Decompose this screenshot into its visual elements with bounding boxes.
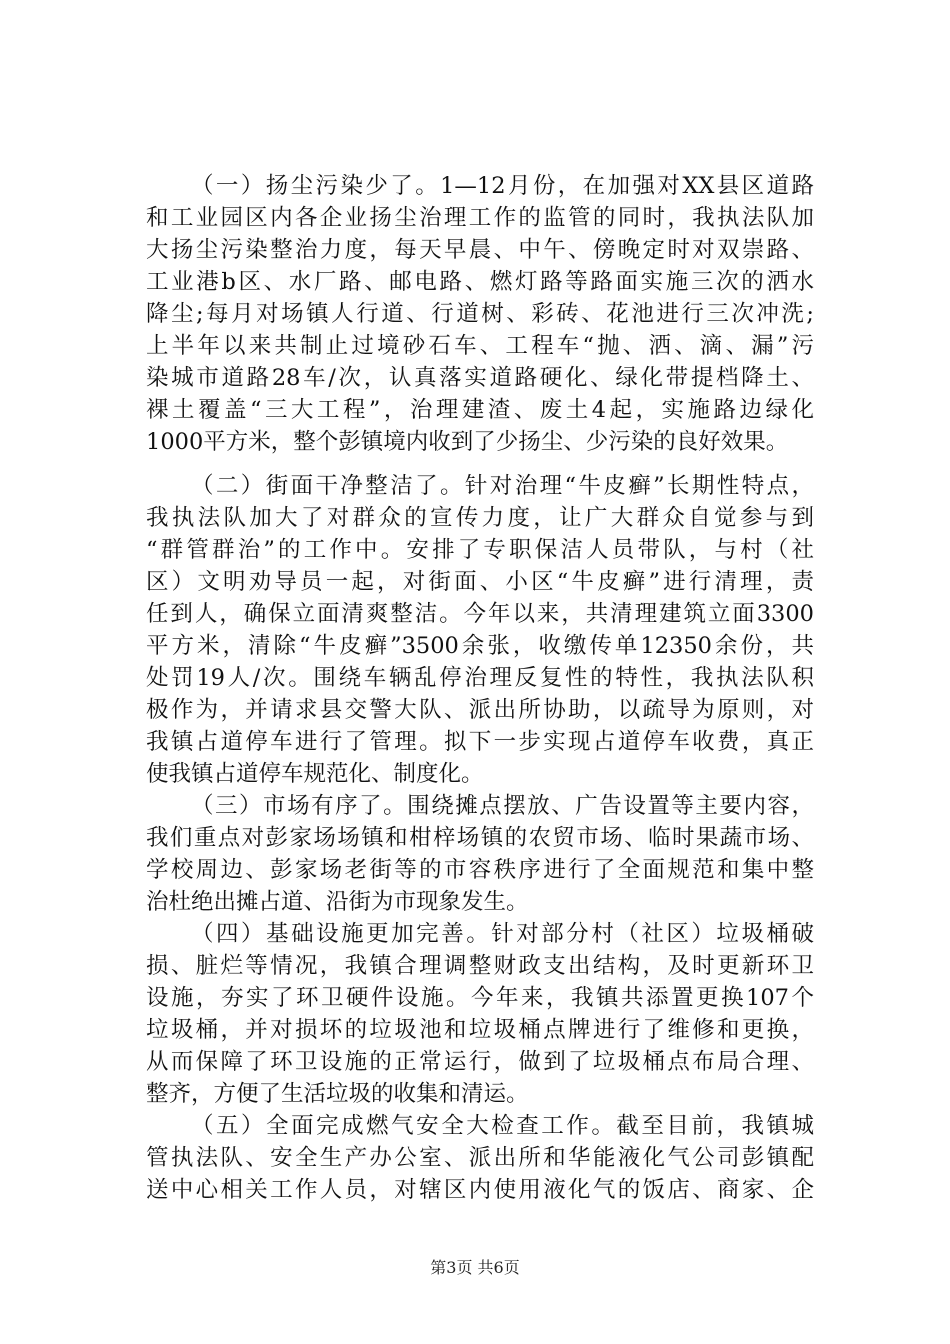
document-body: [146, 170, 814, 1206]
text-line: 和工业园区内各企业扬尘治理工作的监管的同时，我执法队加: [146, 205, 814, 231]
text-line: 极作为，并请求县交警大队、派出所协助，以疏导为原则，对: [146, 697, 814, 723]
text-line: 我们重点对彭家场场镇和柑梓场镇的农贸市场、临时果蔬市场、: [146, 825, 814, 851]
text-line: “群管群治”的工作中。安排了专职保洁人员带队，与村（社: [146, 537, 814, 563]
text-line: （三）市场有序了。围绕摊点摆放、广告设置等主要内容，: [191, 793, 814, 819]
text-line: 降尘;每月对场镇人行道、行道树、彩砖、花池进行三次冲洗;: [146, 301, 814, 327]
text-line: 裸土覆盖“三大工程”，治理建渣、废土4起，实施路边绿化: [146, 397, 814, 423]
text-line: 工业港b区、水厂路、邮电路、燃灯路等路面实施三次的洒水: [146, 269, 814, 295]
text-line: 我镇占道停车进行了管理。拟下一步实现占道停车收费，真正: [146, 729, 814, 755]
text-line: 送中心相关工作人员，对辖区内使用液化气的饭店、商家、企: [146, 1177, 814, 1203]
text-line: 学校周边、彭家场老街等的市容秩序进行了全面规范和集中整: [146, 857, 814, 883]
text-line: （二）街面干净整洁了。针对治理“牛皮癣”长期性特点，: [191, 473, 814, 499]
text-line: 大扬尘污染整治力度，每天早晨、中午、傍晚定时对双崇路、: [146, 237, 814, 263]
text-line: 1000平方米，整个彭镇境内收到了少扬尘、少污染的良好效果。: [146, 429, 789, 455]
paragraph-market-order: [146, 790, 814, 918]
text-line: 整齐，方便了生活垃圾的收集和清运。: [146, 1081, 529, 1107]
text-line: 上半年以来共制止过境砂石车、工程车“抛、洒、滴、漏”污: [146, 333, 814, 359]
paragraph-gap: [146, 458, 814, 470]
text-line: 任到人，确保立面清爽整洁。今年以来，共清理建筑立面3300: [146, 601, 814, 627]
text-line: （四）基础设施更加完善。针对部分村（社区）垃圾桶破: [191, 921, 814, 947]
text-line: 治杜绝出摊占道、沿街为市现象发生。: [146, 889, 529, 915]
text-line: 平方米，清除“牛皮癣”3500余张，收缴传单12350余份，共: [146, 633, 814, 659]
page-number-footer: 第3页 共6页: [430, 1258, 520, 1277]
text-line: （一）扬尘污染少了。1—12月份，在加强对XX县区道路: [191, 173, 814, 199]
paragraph-gas-safety: [146, 1110, 814, 1206]
text-line: 垃圾桶，并对损坏的垃圾池和垃圾桶点牌进行了维修和更换，: [146, 1017, 814, 1043]
text-line: 我执法队加大了对群众的宣传力度，让广大群众自觉参与到: [146, 505, 814, 531]
text-line: 损、脏烂等情况，我镇合理调整财政支出结构，及时更新环卫: [146, 953, 814, 979]
text-line: 处罚19人/次。围绕车辆乱停治理反复性的特性，我执法队积: [146, 665, 814, 691]
text-line: 使我镇占道停车规范化、制度化。: [146, 761, 484, 787]
text-line: 设施，夯实了环卫硬件设施。今年来，我镇共添置更换107个: [146, 985, 814, 1011]
paragraph-infrastructure: [146, 918, 814, 1110]
paragraph-street-clean: [146, 470, 814, 790]
text-line: 从而保障了环卫设施的正常运行，做到了垃圾桶点布局合理、: [146, 1049, 814, 1075]
text-line: 染城市道路28车/次，认真落实道路硬化、绿化带提档降土、: [146, 365, 814, 391]
text-line: 区）文明劝导员一起，对街面、小区“牛皮癣”进行清理，责: [146, 569, 814, 595]
paragraph-dust-pollution: [146, 170, 814, 458]
text-line: 管执法队、安全生产办公室、派出所和华能液化气公司彭镇配: [146, 1145, 814, 1171]
text-line: （五）全面完成燃气安全大检查工作。截至目前，我镇城: [191, 1113, 814, 1139]
